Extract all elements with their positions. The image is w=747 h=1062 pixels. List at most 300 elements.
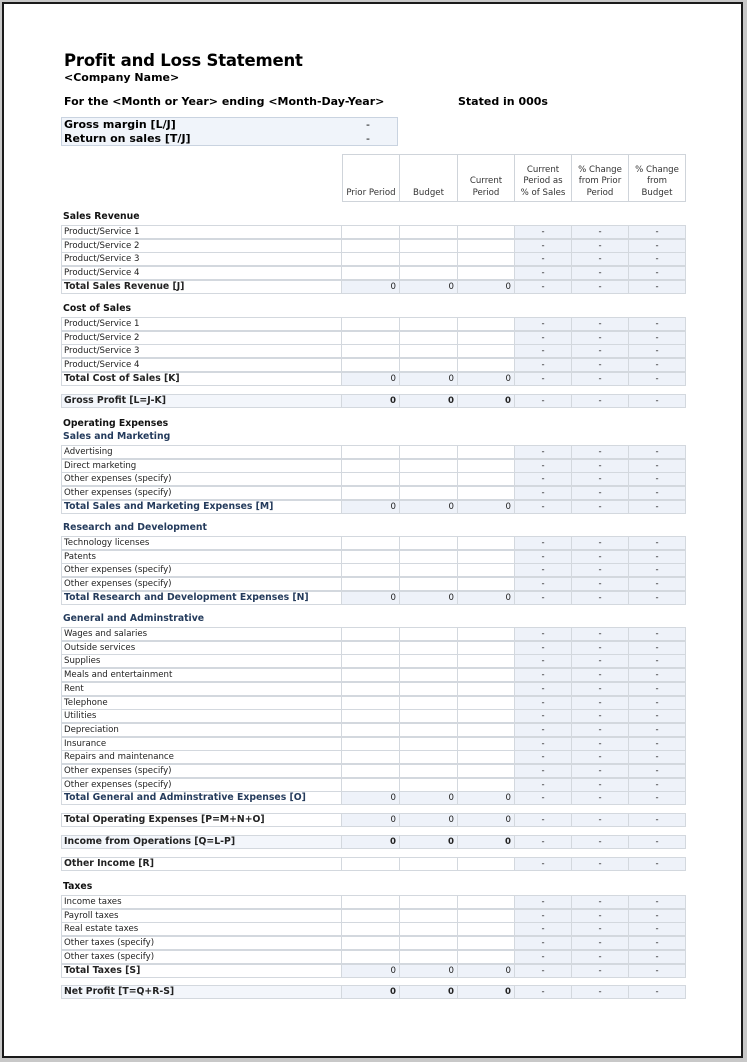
cell-change-budget: - xyxy=(629,857,686,871)
cell-budget[interactable] xyxy=(400,696,458,710)
cell-change-prior: - xyxy=(572,857,629,871)
cell-current-pct-sales: - xyxy=(515,591,572,605)
cell-budget[interactable]: 0 xyxy=(400,813,458,827)
cell-current-pct-sales: - xyxy=(515,280,572,294)
cell-current-period[interactable] xyxy=(458,459,515,473)
research-development-item xyxy=(61,550,686,564)
cell-budget[interactable] xyxy=(400,239,458,253)
row-label: Product/Service 1 xyxy=(61,317,342,331)
cell-budget[interactable]: 0 xyxy=(400,791,458,805)
total-operating-row xyxy=(61,813,686,827)
cell-current-period[interactable] xyxy=(458,668,515,682)
taxes-item xyxy=(61,922,686,936)
cell-current-pct-sales: - xyxy=(515,936,572,950)
cell-change-budget: - xyxy=(629,394,686,408)
cell-prior-period[interactable] xyxy=(342,577,400,591)
cell-budget[interactable] xyxy=(400,857,458,871)
cell-change-budget: - xyxy=(629,239,686,253)
row-label: Rent xyxy=(61,682,342,696)
cell-current-period[interactable]: 0 xyxy=(458,835,515,849)
cell-current-pct-sales: - xyxy=(515,895,572,909)
gross-profit-row xyxy=(61,394,686,408)
row-label: Depreciation xyxy=(61,723,342,737)
cell-change-prior: - xyxy=(572,500,629,514)
cell-prior-period[interactable]: 0 xyxy=(342,835,400,849)
cell-prior-period[interactable] xyxy=(342,627,400,641)
row-label: Total Sales Revenue [J] xyxy=(61,280,342,294)
cell-change-prior: - xyxy=(572,472,629,486)
cell-budget[interactable] xyxy=(400,909,458,923)
cost-of-sales-item xyxy=(61,331,686,345)
cell-current-period[interactable] xyxy=(458,895,515,909)
cell-prior-period[interactable] xyxy=(342,750,400,764)
cell-prior-period[interactable] xyxy=(342,358,400,372)
cell-current-period[interactable] xyxy=(458,723,515,737)
cost-of-sales-item xyxy=(61,317,686,331)
operating-expenses-heading: Operating Expenses xyxy=(63,418,169,429)
page-title: Profit and Loss Statement xyxy=(64,51,303,70)
cell-current-pct-sales: - xyxy=(515,550,572,564)
cell-change-budget: - xyxy=(629,778,686,792)
cell-current-period[interactable]: 0 xyxy=(458,791,515,805)
general-admin-item xyxy=(61,764,686,778)
taxes-item xyxy=(61,950,686,964)
cell-current-period[interactable] xyxy=(458,317,515,331)
general-admin-item xyxy=(61,696,686,710)
cell-prior-period[interactable] xyxy=(342,936,400,950)
cell-current-period[interactable] xyxy=(458,225,515,239)
cell-current-period[interactable] xyxy=(458,641,515,655)
cell-current-pct-sales: - xyxy=(515,472,572,486)
cell-change-budget: - xyxy=(629,266,686,280)
cost-of-sales-heading: Cost of Sales xyxy=(63,303,132,314)
other-income-row xyxy=(61,857,686,871)
general-admin-item xyxy=(61,723,686,737)
ratios-box xyxy=(61,117,398,146)
cell-current-period[interactable] xyxy=(458,950,515,964)
cell-current-period[interactable]: 0 xyxy=(458,591,515,605)
cell-prior-period[interactable]: 0 xyxy=(342,985,400,999)
cell-change-prior: - xyxy=(572,550,629,564)
cell-budget[interactable] xyxy=(400,750,458,764)
cell-current-pct-sales: - xyxy=(515,964,572,978)
cell-change-prior: - xyxy=(572,358,629,372)
income-operations-row xyxy=(61,835,686,849)
cell-budget[interactable] xyxy=(400,764,458,778)
cell-current-period[interactable] xyxy=(458,909,515,923)
cell-prior-period[interactable]: 0 xyxy=(342,500,400,514)
cell-current-period[interactable] xyxy=(458,654,515,668)
cell-change-budget: - xyxy=(629,280,686,294)
cell-change-budget: - xyxy=(629,317,686,331)
row-label: Total General and Adminstrative Expenses [O] xyxy=(61,791,342,805)
cell-current-period[interactable] xyxy=(458,486,515,500)
row-label: Total Sales and Marketing Expenses [M] xyxy=(61,500,342,514)
cell-budget[interactable]: 0 xyxy=(400,835,458,849)
cell-budget[interactable] xyxy=(400,536,458,550)
return-on-sales-value[interactable]: - xyxy=(366,132,370,145)
cell-change-prior: - xyxy=(572,331,629,345)
cell-current-period[interactable] xyxy=(458,239,515,253)
general-admin-item xyxy=(61,627,686,641)
row-label: Patents xyxy=(61,550,342,564)
column-header-change-budget: % Change from Budget xyxy=(629,154,686,202)
row-label: Other expenses (specify) xyxy=(61,577,342,591)
cell-current-period[interactable] xyxy=(458,857,515,871)
column-header-change-prior: % Change from Prior Period xyxy=(572,154,629,202)
cell-change-prior: - xyxy=(572,964,629,978)
cell-prior-period[interactable]: 0 xyxy=(342,394,400,408)
cell-prior-period[interactable] xyxy=(342,344,400,358)
cell-current-period[interactable] xyxy=(458,252,515,266)
cell-change-prior: - xyxy=(572,750,629,764)
cell-change-prior: - xyxy=(572,791,629,805)
cell-change-budget: - xyxy=(629,486,686,500)
cell-prior-period[interactable]: 0 xyxy=(342,280,400,294)
cell-prior-period[interactable] xyxy=(342,641,400,655)
cell-budget[interactable] xyxy=(400,550,458,564)
cell-change-budget: - xyxy=(629,577,686,591)
general-admin-item xyxy=(61,737,686,751)
cell-budget[interactable] xyxy=(400,445,458,459)
cell-budget[interactable] xyxy=(400,627,458,641)
cell-change-budget: - xyxy=(629,445,686,459)
cell-budget[interactable]: 0 xyxy=(400,500,458,514)
cell-prior-period[interactable] xyxy=(342,472,400,486)
cell-change-budget: - xyxy=(629,459,686,473)
cell-change-budget: - xyxy=(629,331,686,345)
cell-change-budget: - xyxy=(629,682,686,696)
sales-marketing-item xyxy=(61,459,686,473)
cell-change-prior: - xyxy=(572,563,629,577)
cell-budget[interactable] xyxy=(400,472,458,486)
cell-change-prior: - xyxy=(572,280,629,294)
gross-margin-row xyxy=(62,118,397,132)
general-admin-item xyxy=(61,668,686,682)
row-label: Total Cost of Sales [K] xyxy=(61,372,342,386)
cell-budget[interactable] xyxy=(400,737,458,751)
cell-change-prior: - xyxy=(572,950,629,964)
cell-current-pct-sales: - xyxy=(515,835,572,849)
cell-current-pct-sales: - xyxy=(515,909,572,923)
cell-current-period[interactable] xyxy=(458,627,515,641)
cell-change-prior: - xyxy=(572,909,629,923)
row-label: Other taxes (specify) xyxy=(61,950,342,964)
cell-budget[interactable] xyxy=(400,459,458,473)
cell-current-period[interactable]: 0 xyxy=(458,372,515,386)
cell-current-pct-sales: - xyxy=(515,266,572,280)
cell-current-period[interactable] xyxy=(458,764,515,778)
cell-change-budget: - xyxy=(629,709,686,723)
general-admin-heading: General and Adminstrative xyxy=(63,613,205,624)
cell-change-prior: - xyxy=(572,641,629,655)
cell-current-pct-sales: - xyxy=(515,536,572,550)
cell-prior-period[interactable] xyxy=(342,696,400,710)
cell-prior-period[interactable] xyxy=(342,723,400,737)
row-label: Outside services xyxy=(61,641,342,655)
cell-change-budget: - xyxy=(629,791,686,805)
cell-prior-period[interactable] xyxy=(342,737,400,751)
cell-change-budget: - xyxy=(629,909,686,923)
cell-prior-period[interactable] xyxy=(342,331,400,345)
cell-budget[interactable] xyxy=(400,950,458,964)
taxes-heading: Taxes xyxy=(63,881,93,892)
cell-budget[interactable] xyxy=(400,266,458,280)
cell-change-budget: - xyxy=(629,500,686,514)
sales-marketing-item xyxy=(61,445,686,459)
cell-budget[interactable] xyxy=(400,709,458,723)
cell-current-period[interactable] xyxy=(458,536,515,550)
cell-budget[interactable]: 0 xyxy=(400,964,458,978)
row-label: Other expenses (specify) xyxy=(61,472,342,486)
cell-change-prior: - xyxy=(572,709,629,723)
cell-current-period[interactable] xyxy=(458,563,515,577)
cell-current-period[interactable] xyxy=(458,266,515,280)
cell-budget[interactable]: 0 xyxy=(400,372,458,386)
cell-budget[interactable] xyxy=(400,563,458,577)
cell-budget[interactable] xyxy=(400,486,458,500)
cell-current-pct-sales: - xyxy=(515,857,572,871)
cell-change-prior: - xyxy=(572,577,629,591)
cell-current-period[interactable] xyxy=(458,778,515,792)
sales-revenue-item xyxy=(61,239,686,253)
gross-margin-label: Gross margin [L/J] xyxy=(64,118,176,131)
cell-change-prior: - xyxy=(572,239,629,253)
cell-change-prior: - xyxy=(572,813,629,827)
row-label: Other expenses (specify) xyxy=(61,563,342,577)
cell-current-period[interactable] xyxy=(458,922,515,936)
cost-of-sales-total-row xyxy=(61,372,686,386)
cell-change-prior: - xyxy=(572,486,629,500)
cell-current-period[interactable] xyxy=(458,344,515,358)
cell-change-budget: - xyxy=(629,835,686,849)
cell-change-budget: - xyxy=(629,225,686,239)
cell-prior-period[interactable] xyxy=(342,668,400,682)
cell-current-period[interactable] xyxy=(458,936,515,950)
column-header-budget: Budget xyxy=(400,154,458,202)
sales-marketing-heading: Sales and Marketing xyxy=(63,431,171,442)
row-label: Product/Service 1 xyxy=(61,225,342,239)
cell-current-period[interactable] xyxy=(458,472,515,486)
cell-prior-period[interactable] xyxy=(342,895,400,909)
cell-current-period[interactable] xyxy=(458,737,515,751)
cell-change-budget: - xyxy=(629,472,686,486)
cell-current-pct-sales: - xyxy=(515,764,572,778)
cell-prior-period[interactable] xyxy=(342,778,400,792)
row-label: Income taxes xyxy=(61,895,342,909)
column-header-current-period: Current Period xyxy=(458,154,515,202)
sales-revenue-total-row xyxy=(61,280,686,294)
gross-margin-value[interactable]: - xyxy=(366,118,370,131)
row-label: Advertising xyxy=(61,445,342,459)
cell-current-period[interactable]: 0 xyxy=(458,813,515,827)
research-development-item xyxy=(61,536,686,550)
cell-budget[interactable] xyxy=(400,895,458,909)
cell-current-period[interactable] xyxy=(458,696,515,710)
cell-current-period[interactable] xyxy=(458,445,515,459)
cell-prior-period[interactable] xyxy=(342,682,400,696)
cell-prior-period[interactable] xyxy=(342,764,400,778)
general-admin-item xyxy=(61,709,686,723)
cell-prior-period[interactable] xyxy=(342,909,400,923)
row-label: Product/Service 2 xyxy=(61,331,342,345)
row-label: Insurance xyxy=(61,737,342,751)
cell-budget[interactable] xyxy=(400,668,458,682)
cell-prior-period[interactable] xyxy=(342,922,400,936)
cell-current-pct-sales: - xyxy=(515,682,572,696)
cell-prior-period[interactable]: 0 xyxy=(342,791,400,805)
row-label: Total Research and Development Expenses [N] xyxy=(61,591,342,605)
cell-prior-period[interactable]: 0 xyxy=(342,813,400,827)
cell-prior-period[interactable]: 0 xyxy=(342,372,400,386)
cell-current-pct-sales: - xyxy=(515,563,572,577)
cell-budget[interactable]: 0 xyxy=(400,280,458,294)
cell-budget[interactable] xyxy=(400,225,458,239)
taxes-total-row xyxy=(61,964,686,978)
cell-prior-period[interactable] xyxy=(342,563,400,577)
cell-current-period[interactable] xyxy=(458,577,515,591)
cell-prior-period[interactable] xyxy=(342,536,400,550)
column-header-prior-period: Prior Period xyxy=(342,154,400,202)
research-development-total-row xyxy=(61,591,686,605)
row-label: Direct marketing xyxy=(61,459,342,473)
cell-prior-period[interactable] xyxy=(342,486,400,500)
cell-prior-period[interactable] xyxy=(342,445,400,459)
cell-change-budget: - xyxy=(629,252,686,266)
cell-budget[interactable] xyxy=(400,654,458,668)
cell-current-period[interactable] xyxy=(458,331,515,345)
cell-current-period[interactable] xyxy=(458,682,515,696)
cell-current-pct-sales: - xyxy=(515,709,572,723)
row-label: Product/Service 4 xyxy=(61,266,342,280)
cell-change-budget: - xyxy=(629,737,686,751)
row-label: Repairs and maintenance xyxy=(61,750,342,764)
cell-change-budget: - xyxy=(629,627,686,641)
cell-budget[interactable] xyxy=(400,682,458,696)
general-admin-item xyxy=(61,778,686,792)
cell-current-period[interactable]: 0 xyxy=(458,500,515,514)
cell-change-prior: - xyxy=(572,372,629,386)
cell-change-budget: - xyxy=(629,358,686,372)
cell-current-period[interactable]: 0 xyxy=(458,280,515,294)
units-note: Stated in 000s xyxy=(458,95,548,108)
cell-prior-period[interactable] xyxy=(342,225,400,239)
cell-current-pct-sales: - xyxy=(515,500,572,514)
cell-current-pct-sales: - xyxy=(515,239,572,253)
cell-current-pct-sales: - xyxy=(515,750,572,764)
cell-change-prior: - xyxy=(572,723,629,737)
cell-prior-period[interactable] xyxy=(342,459,400,473)
row-label: Product/Service 3 xyxy=(61,252,342,266)
reporting-period: For the <Month or Year> ending <Month-Day-Year> xyxy=(64,95,385,108)
sales-revenue-item xyxy=(61,225,686,239)
cell-change-budget: - xyxy=(629,563,686,577)
cell-budget[interactable]: 0 xyxy=(400,394,458,408)
cell-prior-period[interactable] xyxy=(342,857,400,871)
cell-change-budget: - xyxy=(629,813,686,827)
row-label: Real estate taxes xyxy=(61,922,342,936)
cell-prior-period[interactable]: 0 xyxy=(342,964,400,978)
cell-budget[interactable] xyxy=(400,577,458,591)
research-development-item xyxy=(61,577,686,591)
row-label: Gross Profit [L=J-K] xyxy=(61,394,342,408)
taxes-item xyxy=(61,895,686,909)
cell-budget[interactable] xyxy=(400,936,458,950)
cell-prior-period[interactable] xyxy=(342,550,400,564)
cell-change-budget: - xyxy=(629,985,686,999)
row-label: Utilities xyxy=(61,709,342,723)
cell-budget[interactable] xyxy=(400,317,458,331)
cell-change-prior: - xyxy=(572,266,629,280)
cell-prior-period[interactable]: 0 xyxy=(342,591,400,605)
row-label: Total Taxes [S] xyxy=(61,964,342,978)
cell-budget[interactable] xyxy=(400,252,458,266)
row-label: Other expenses (specify) xyxy=(61,486,342,500)
cell-current-period[interactable]: 0 xyxy=(458,394,515,408)
cell-budget[interactable] xyxy=(400,344,458,358)
cost-of-sales-item xyxy=(61,344,686,358)
cell-prior-period[interactable] xyxy=(342,709,400,723)
cell-prior-period[interactable] xyxy=(342,252,400,266)
cell-current-period[interactable] xyxy=(458,550,515,564)
cell-prior-period[interactable] xyxy=(342,654,400,668)
row-label: Telephone xyxy=(61,696,342,710)
cell-change-budget: - xyxy=(629,550,686,564)
cell-budget[interactable] xyxy=(400,778,458,792)
cell-budget[interactable] xyxy=(400,723,458,737)
cell-change-budget: - xyxy=(629,936,686,950)
cell-budget[interactable] xyxy=(400,358,458,372)
cell-prior-period[interactable] xyxy=(342,266,400,280)
cell-current-pct-sales: - xyxy=(515,737,572,751)
row-label: Product/Service 4 xyxy=(61,358,342,372)
cell-current-period[interactable] xyxy=(458,709,515,723)
cell-change-prior: - xyxy=(572,344,629,358)
cell-current-pct-sales: - xyxy=(515,394,572,408)
cell-prior-period[interactable] xyxy=(342,950,400,964)
cell-budget[interactable]: 0 xyxy=(400,985,458,999)
cell-change-prior: - xyxy=(572,668,629,682)
cell-current-period[interactable]: 0 xyxy=(458,964,515,978)
cell-change-budget: - xyxy=(629,964,686,978)
row-label: Product/Service 3 xyxy=(61,344,342,358)
cell-current-pct-sales: - xyxy=(515,641,572,655)
cell-change-budget: - xyxy=(629,922,686,936)
cell-current-period[interactable]: 0 xyxy=(458,985,515,999)
cell-current-pct-sales: - xyxy=(515,950,572,964)
cell-current-pct-sales: - xyxy=(515,654,572,668)
cell-budget[interactable] xyxy=(400,641,458,655)
row-label: Payroll taxes xyxy=(61,909,342,923)
cell-current-period[interactable] xyxy=(458,750,515,764)
cell-budget[interactable] xyxy=(400,331,458,345)
sales-revenue-item xyxy=(61,266,686,280)
cell-change-prior: - xyxy=(572,591,629,605)
cost-of-sales-item xyxy=(61,358,686,372)
cell-prior-period[interactable] xyxy=(342,317,400,331)
cell-budget[interactable]: 0 xyxy=(400,591,458,605)
cell-current-period[interactable] xyxy=(458,358,515,372)
cell-change-budget: - xyxy=(629,641,686,655)
cell-current-pct-sales: - xyxy=(515,577,572,591)
cell-prior-period[interactable] xyxy=(342,239,400,253)
cell-change-prior: - xyxy=(572,764,629,778)
cell-current-pct-sales: - xyxy=(515,922,572,936)
cell-current-pct-sales: - xyxy=(515,358,572,372)
cell-change-budget: - xyxy=(629,591,686,605)
cell-current-pct-sales: - xyxy=(515,791,572,805)
cell-budget[interactable] xyxy=(400,922,458,936)
